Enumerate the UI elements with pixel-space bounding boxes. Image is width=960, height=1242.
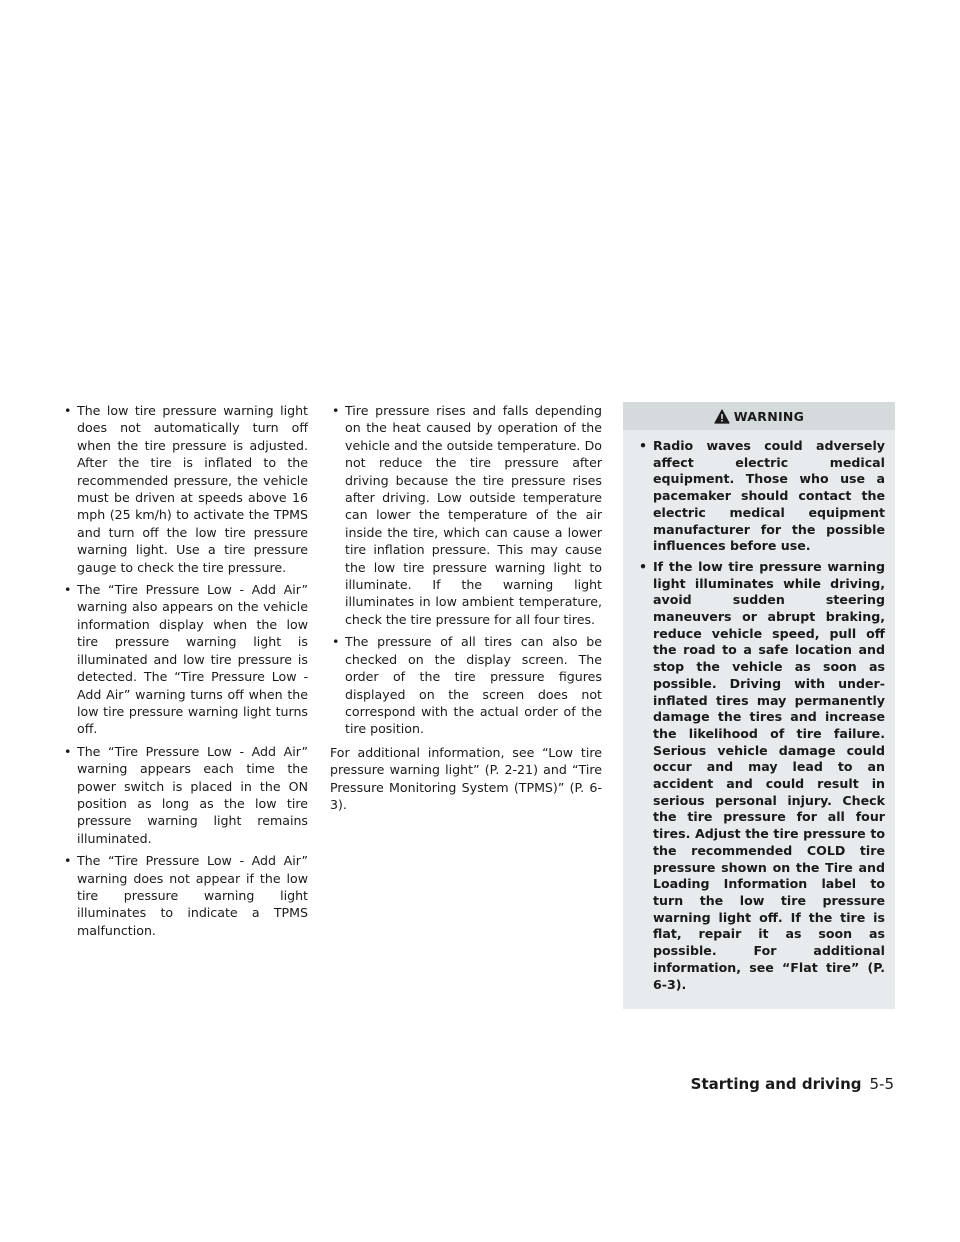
- warning-body: [623, 430, 895, 1009]
- list-item: • The “Tire Pressure Low - Add Air” warning appears each time the power switch is placed in the ON position as long as the low tire pressure warning light remains illuminated.: [62, 743, 308, 847]
- left-column: [62, 402, 308, 944]
- list-item: • The “Tire Pressure Low - Add Air” warning also appears on the vehicle information display when the low tire pressure warning light is illuminated and low tire pressure is detected. The “Tire Pressure Low - Add Air” warning turns off when the low tire pressure warning light turns off.: [62, 581, 308, 738]
- warning-list: [633, 438, 885, 993]
- warning-triangle-icon: [714, 409, 730, 424]
- section-title: Starting and driving: [690, 1075, 862, 1093]
- warning-box: [623, 402, 895, 1009]
- left-bullet-list: [62, 402, 308, 939]
- page-footer: [691, 1075, 894, 1093]
- additional-info-paragraph: For additional information, see “Low tire pressure warning light” (P. 2-21) and “Tire Pressure Monitoring System (TPMS)” (P. 6-3).: [330, 744, 602, 812]
- page-number: 5-5: [869, 1075, 894, 1093]
- list-item: • The low tire pressure warning light does not automatically turn off when the tire pressure is adjusted. After the tire is inflated to the recommended pressure, the vehicle must be driven at speeds above 16 mph (25 km/h) to activate the TPMS and turn off the low tire pressure warning light. Use a tire pressure gauge to check the tire pressure.: [62, 402, 308, 576]
- warning-title: WARNING: [733, 408, 805, 424]
- warning-header: [623, 402, 895, 430]
- list-item: • The “Tire Pressure Low - Add Air” warning does not appear if the low tire pressure warning light illuminates to indicate a TPMS malfunction.: [62, 852, 308, 939]
- warning-item: • Radio waves could adversely affect electric medical equipment. Those who use a pacemaker should contact the electric medical equipment manufacturer for the possible influences before use.: [633, 438, 885, 555]
- list-item: • Tire pressure rises and falls depending on the heat caused by operation of the vehicle and the outside temperature. Do not reduce the tire pressure after driving because the tire pressure rises after driving. Low outside temperature can lower the temperature of the air inside the tire, which can cause a lower tire inflation pressure. This may cause the low tire pressure warning light to illuminate. If the warning light illuminates in low ambient temperature, check the tire pressure for all four tires.: [330, 402, 602, 628]
- warning-item: • If the low tire pressure warning light illuminates while driving, avoid sudden steering maneuvers or abrupt braking, reduce vehicle speed, pull off the road to a safe location and stop the vehicle as soon as possible. Driving with under-inflated tires may permanently damage the tires and increase the likelihood of tire failure. Serious vehicle damage could occur and may lead to an accident and could result in serious personal injury. Check the tire pressure for all four tires. Adjust the tire pressure to the recommended COLD tire pressure shown on the Tire and Loading Information label to turn the low tire pressure warning light off. If the tire is flat, repair it as soon as possible. For additional information, see “Flat tire” (P. 6-3).: [633, 559, 885, 993]
- middle-column: [330, 402, 602, 813]
- list-item: • The pressure of all tires can also be checked on the display screen. The order of the tire pressure figures displayed on the screen does not correspond with the actual order of the tire position.: [330, 633, 602, 737]
- middle-bullet-list: [330, 402, 602, 738]
